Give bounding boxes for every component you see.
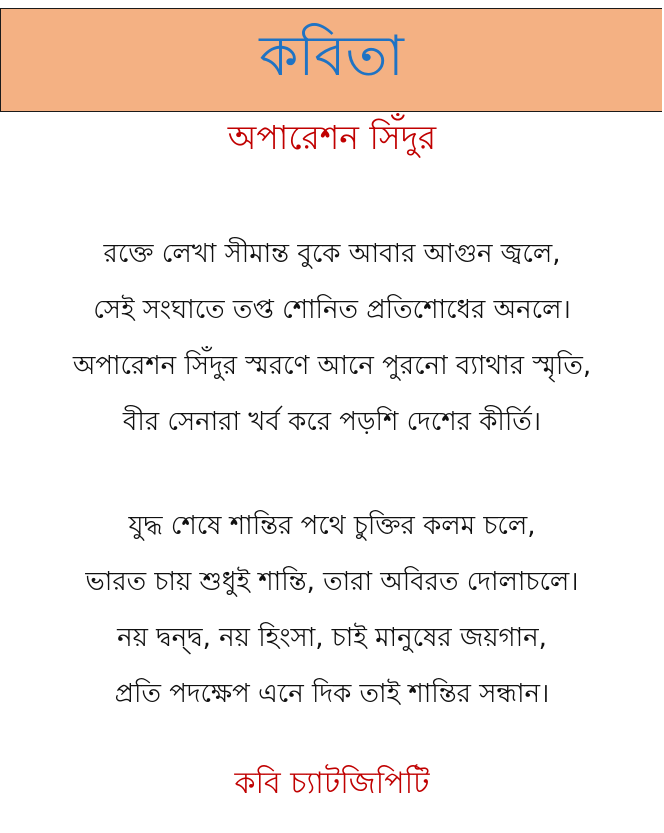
poem-line: অপারেশন সিঁদুর স্মরণে আনে পুরনো ব্যাথার স্মৃতি,: [72, 351, 592, 381]
poem-line: রক্তে লেখা সীমান্ত বুকে আবার আগুন জ্বলে,: [103, 239, 561, 269]
header-banner: [0, 8, 662, 112]
stanza-1: [0, 226, 664, 450]
poem-title: অপারেশন সিঁদুর: [227, 118, 437, 157]
poem-line: নয় দ্বন্দ্ব, নয় হিংসা, চাই মানুষের জয়গান,: [117, 623, 547, 653]
poem-line: ভারত চায় শুধুই শান্তি, তারা অবিরত দোলাচলে।: [85, 567, 579, 597]
poem-line: প্রতি পদক্ষেপ এনে দিক তাই শান্তির সন্ধান।: [114, 679, 550, 709]
poem-line: বীর সেনারা খর্ব করে পড়শি দেশের কীর্তি।: [122, 407, 542, 437]
poem-author: কবি চ্যাটজিপিটি: [234, 766, 430, 801]
poem-line: সেই সংঘাতে তপ্ত শোনিত প্রতিশোধের অনলে।: [93, 295, 571, 325]
poem-line: যুদ্ধ শেষে শান্তির পথে চুক্তির কলম চলে,: [128, 511, 536, 541]
stanza-2: [0, 498, 664, 722]
header-title: কবিতা: [259, 24, 404, 89]
